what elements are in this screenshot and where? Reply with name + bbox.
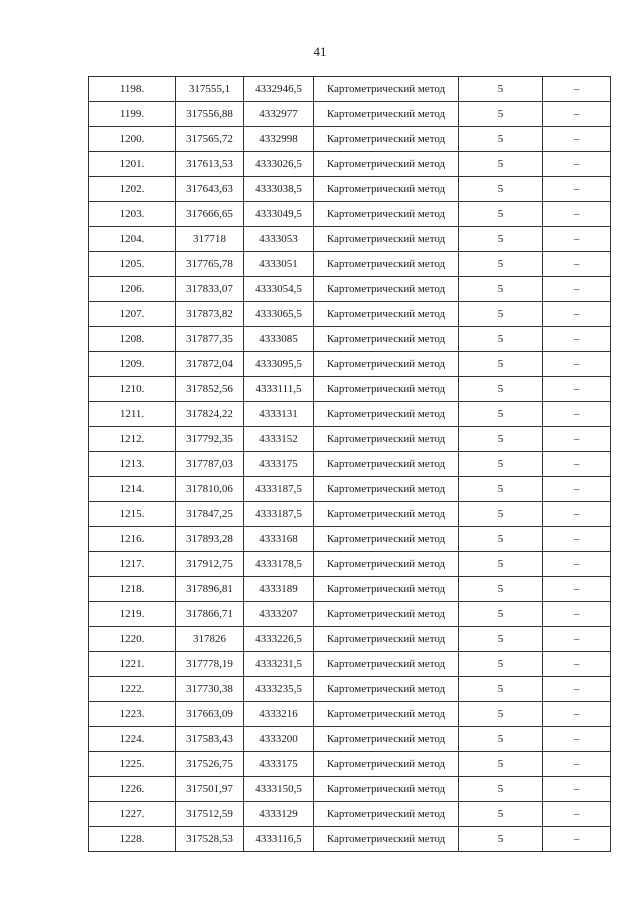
y-coordinate-cell: 4333200 — [244, 727, 314, 752]
method-cell: Картометрический метод — [314, 252, 459, 277]
note-cell: – — [543, 627, 611, 652]
table-row — [89, 402, 611, 427]
method-cell: Картометрический метод — [314, 727, 459, 752]
accuracy-cell: 5 — [459, 427, 543, 452]
x-coordinate-cell: 317663,09 — [176, 702, 244, 727]
table-row — [89, 502, 611, 527]
point-number-cell: 1218. — [89, 577, 176, 602]
point-number-cell: 1203. — [89, 202, 176, 227]
x-coordinate-cell: 317643,63 — [176, 177, 244, 202]
x-coordinate-cell: 317877,35 — [176, 327, 244, 352]
table-row — [89, 177, 611, 202]
x-coordinate-cell: 317852,56 — [176, 377, 244, 402]
accuracy-cell: 5 — [459, 477, 543, 502]
y-coordinate-cell: 4333189 — [244, 577, 314, 602]
x-coordinate-cell: 317565,72 — [176, 127, 244, 152]
table-row — [89, 527, 611, 552]
y-coordinate-cell: 4333054,5 — [244, 277, 314, 302]
method-cell: Картометрический метод — [314, 777, 459, 802]
table-body — [89, 77, 611, 852]
method-cell: Картометрический метод — [314, 277, 459, 302]
note-cell: – — [543, 502, 611, 527]
method-cell: Картометрический метод — [314, 677, 459, 702]
point-number-cell: 1220. — [89, 627, 176, 652]
x-coordinate-cell: 317765,78 — [176, 252, 244, 277]
x-coordinate-cell: 317792,35 — [176, 427, 244, 452]
y-coordinate-cell: 4333049,5 — [244, 202, 314, 227]
table-row — [89, 777, 611, 802]
x-coordinate-cell: 317526,75 — [176, 752, 244, 777]
note-cell: – — [543, 127, 611, 152]
accuracy-cell: 5 — [459, 577, 543, 602]
note-cell: – — [543, 327, 611, 352]
point-number-cell: 1225. — [89, 752, 176, 777]
y-coordinate-cell: 4333187,5 — [244, 477, 314, 502]
point-number-cell: 1215. — [89, 502, 176, 527]
x-coordinate-cell: 317501,97 — [176, 777, 244, 802]
point-number-cell: 1207. — [89, 302, 176, 327]
method-cell: Картометрический метод — [314, 702, 459, 727]
x-coordinate-cell: 317893,28 — [176, 527, 244, 552]
y-coordinate-cell: 4333131 — [244, 402, 314, 427]
method-cell: Картометрический метод — [314, 202, 459, 227]
page-number: 41 — [313, 44, 327, 59]
accuracy-cell: 5 — [459, 352, 543, 377]
x-coordinate-cell: 317824,22 — [176, 402, 244, 427]
accuracy-cell: 5 — [459, 502, 543, 527]
y-coordinate-cell: 4333231,5 — [244, 652, 314, 677]
table-row — [89, 727, 611, 752]
point-number-cell: 1228. — [89, 827, 176, 852]
y-coordinate-cell: 4332977 — [244, 102, 314, 127]
table-row — [89, 202, 611, 227]
method-cell: Картометрический метод — [314, 427, 459, 452]
y-coordinate-cell: 4333235,5 — [244, 677, 314, 702]
table-row — [89, 652, 611, 677]
accuracy-cell: 5 — [459, 227, 543, 252]
point-number-cell: 1222. — [89, 677, 176, 702]
y-coordinate-cell: 4333168 — [244, 527, 314, 552]
note-cell: – — [543, 677, 611, 702]
note-cell: – — [543, 802, 611, 827]
point-number-cell: 1212. — [89, 427, 176, 452]
method-cell: Картометрический метод — [314, 602, 459, 627]
y-coordinate-cell: 4332998 — [244, 127, 314, 152]
y-coordinate-cell: 4333038,5 — [244, 177, 314, 202]
y-coordinate-cell: 4333226,5 — [244, 627, 314, 652]
table-row — [89, 702, 611, 727]
x-coordinate-cell: 317826 — [176, 627, 244, 652]
method-cell: Картометрический метод — [314, 527, 459, 552]
point-number-cell: 1201. — [89, 152, 176, 177]
note-cell: – — [543, 277, 611, 302]
x-coordinate-cell: 317872,04 — [176, 352, 244, 377]
point-number-cell: 1204. — [89, 227, 176, 252]
accuracy-cell: 5 — [459, 677, 543, 702]
method-cell: Картометрический метод — [314, 827, 459, 852]
note-cell: – — [543, 102, 611, 127]
note-cell: – — [543, 152, 611, 177]
method-cell: Картометрический метод — [314, 177, 459, 202]
y-coordinate-cell: 4333095,5 — [244, 352, 314, 377]
point-number-cell: 1221. — [89, 652, 176, 677]
table-row — [89, 77, 611, 102]
note-cell: – — [543, 77, 611, 102]
note-cell: – — [543, 527, 611, 552]
note-cell: – — [543, 577, 611, 602]
x-coordinate-cell: 317666,65 — [176, 202, 244, 227]
accuracy-cell: 5 — [459, 552, 543, 577]
note-cell: – — [543, 552, 611, 577]
point-number-cell: 1206. — [89, 277, 176, 302]
table-row — [89, 802, 611, 827]
method-cell: Картометрический метод — [314, 152, 459, 177]
note-cell: – — [543, 702, 611, 727]
note-cell: – — [543, 202, 611, 227]
point-number-cell: 1210. — [89, 377, 176, 402]
y-coordinate-cell: 4333187,5 — [244, 502, 314, 527]
x-coordinate-cell: 317613,53 — [176, 152, 244, 177]
y-coordinate-cell: 4333207 — [244, 602, 314, 627]
method-cell: Картометрический метод — [314, 627, 459, 652]
table-row — [89, 827, 611, 852]
y-coordinate-cell: 4333150,5 — [244, 777, 314, 802]
point-number-cell: 1213. — [89, 452, 176, 477]
note-cell: – — [543, 777, 611, 802]
y-coordinate-cell: 4333216 — [244, 702, 314, 727]
method-cell: Картометрический метод — [314, 377, 459, 402]
method-cell: Картометрический метод — [314, 452, 459, 477]
x-coordinate-cell: 317778,19 — [176, 652, 244, 677]
accuracy-cell: 5 — [459, 802, 543, 827]
note-cell: – — [543, 477, 611, 502]
table-row — [89, 277, 611, 302]
y-coordinate-cell: 4333175 — [244, 452, 314, 477]
accuracy-cell: 5 — [459, 127, 543, 152]
note-cell: – — [543, 602, 611, 627]
method-cell: Картометрический метод — [314, 77, 459, 102]
accuracy-cell: 5 — [459, 302, 543, 327]
y-coordinate-cell: 4333051 — [244, 252, 314, 277]
point-number-cell: 1211. — [89, 402, 176, 427]
note-cell: – — [543, 427, 611, 452]
x-coordinate-cell: 317912,75 — [176, 552, 244, 577]
x-coordinate-cell: 317847,25 — [176, 502, 244, 527]
method-cell: Картометрический метод — [314, 227, 459, 252]
accuracy-cell: 5 — [459, 827, 543, 852]
table-row — [89, 352, 611, 377]
table-row — [89, 302, 611, 327]
point-number-cell: 1209. — [89, 352, 176, 377]
note-cell: – — [543, 827, 611, 852]
note-cell: – — [543, 177, 611, 202]
method-cell: Картометрический метод — [314, 302, 459, 327]
accuracy-cell: 5 — [459, 102, 543, 127]
accuracy-cell: 5 — [459, 177, 543, 202]
method-cell: Картометрический метод — [314, 802, 459, 827]
y-coordinate-cell: 4333129 — [244, 802, 314, 827]
y-coordinate-cell: 4333178,5 — [244, 552, 314, 577]
point-number-cell: 1226. — [89, 777, 176, 802]
y-coordinate-cell: 4333111,5 — [244, 377, 314, 402]
table-row — [89, 227, 611, 252]
x-coordinate-cell: 317583,43 — [176, 727, 244, 752]
point-number-cell: 1223. — [89, 702, 176, 727]
point-number-cell: 1198. — [89, 77, 176, 102]
x-coordinate-cell: 317718 — [176, 227, 244, 252]
accuracy-cell: 5 — [459, 377, 543, 402]
point-number-cell: 1205. — [89, 252, 176, 277]
accuracy-cell: 5 — [459, 752, 543, 777]
y-coordinate-cell: 4332946,5 — [244, 77, 314, 102]
method-cell: Картометрический метод — [314, 102, 459, 127]
point-number-cell: 1200. — [89, 127, 176, 152]
table-row — [89, 127, 611, 152]
note-cell: – — [543, 452, 611, 477]
method-cell: Картометрический метод — [314, 127, 459, 152]
table-row — [89, 477, 611, 502]
x-coordinate-cell: 317528,53 — [176, 827, 244, 852]
accuracy-cell: 5 — [459, 402, 543, 427]
accuracy-cell: 5 — [459, 252, 543, 277]
method-cell: Картометрический метод — [314, 652, 459, 677]
accuracy-cell: 5 — [459, 77, 543, 102]
x-coordinate-cell: 317866,71 — [176, 602, 244, 627]
table-row — [89, 252, 611, 277]
y-coordinate-cell: 4333026,5 — [244, 152, 314, 177]
accuracy-cell: 5 — [459, 777, 543, 802]
note-cell: – — [543, 752, 611, 777]
note-cell: – — [543, 302, 611, 327]
accuracy-cell: 5 — [459, 202, 543, 227]
y-coordinate-cell: 4333175 — [244, 752, 314, 777]
point-number-cell: 1217. — [89, 552, 176, 577]
table-row — [89, 602, 611, 627]
note-cell: – — [543, 402, 611, 427]
note-cell: – — [543, 352, 611, 377]
x-coordinate-cell: 317555,1 — [176, 77, 244, 102]
table-row — [89, 327, 611, 352]
table-row — [89, 752, 611, 777]
note-cell: – — [543, 377, 611, 402]
accuracy-cell: 5 — [459, 527, 543, 552]
table-row — [89, 452, 611, 477]
accuracy-cell: 5 — [459, 277, 543, 302]
table-row — [89, 577, 611, 602]
method-cell: Картометрический метод — [314, 402, 459, 427]
method-cell: Картометрический метод — [314, 552, 459, 577]
table-row — [89, 102, 611, 127]
x-coordinate-cell: 317730,38 — [176, 677, 244, 702]
accuracy-cell: 5 — [459, 727, 543, 752]
y-coordinate-cell: 4333065,5 — [244, 302, 314, 327]
x-coordinate-cell: 317810,06 — [176, 477, 244, 502]
table-row — [89, 677, 611, 702]
x-coordinate-cell: 317833,07 — [176, 277, 244, 302]
y-coordinate-cell: 4333152 — [244, 427, 314, 452]
method-cell: Картометрический метод — [314, 577, 459, 602]
note-cell: – — [543, 227, 611, 252]
method-cell: Картометрический метод — [314, 502, 459, 527]
point-number-cell: 1199. — [89, 102, 176, 127]
accuracy-cell: 5 — [459, 602, 543, 627]
point-number-cell: 1202. — [89, 177, 176, 202]
table-row — [89, 427, 611, 452]
point-number-cell: 1216. — [89, 527, 176, 552]
accuracy-cell: 5 — [459, 627, 543, 652]
method-cell: Картометрический метод — [314, 477, 459, 502]
method-cell: Картометрический метод — [314, 752, 459, 777]
point-number-cell: 1219. — [89, 602, 176, 627]
note-cell: – — [543, 652, 611, 677]
x-coordinate-cell: 317512,59 — [176, 802, 244, 827]
note-cell: – — [543, 252, 611, 277]
table-row — [89, 627, 611, 652]
point-number-cell: 1224. — [89, 727, 176, 752]
table-row — [89, 377, 611, 402]
accuracy-cell: 5 — [459, 652, 543, 677]
x-coordinate-cell: 317873,82 — [176, 302, 244, 327]
accuracy-cell: 5 — [459, 152, 543, 177]
y-coordinate-cell: 4333053 — [244, 227, 314, 252]
x-coordinate-cell: 317896,81 — [176, 577, 244, 602]
table-row — [89, 552, 611, 577]
note-cell: – — [543, 727, 611, 752]
point-number-cell: 1208. — [89, 327, 176, 352]
method-cell: Картометрический метод — [314, 327, 459, 352]
y-coordinate-cell: 4333116,5 — [244, 827, 314, 852]
table-row — [89, 152, 611, 177]
y-coordinate-cell: 4333085 — [244, 327, 314, 352]
method-cell: Картометрический метод — [314, 352, 459, 377]
point-number-cell: 1214. — [89, 477, 176, 502]
x-coordinate-cell: 317787,03 — [176, 452, 244, 477]
accuracy-cell: 5 — [459, 327, 543, 352]
accuracy-cell: 5 — [459, 702, 543, 727]
coordinates-table — [88, 76, 611, 852]
x-coordinate-cell: 317556,88 — [176, 102, 244, 127]
point-number-cell: 1227. — [89, 802, 176, 827]
accuracy-cell: 5 — [459, 452, 543, 477]
